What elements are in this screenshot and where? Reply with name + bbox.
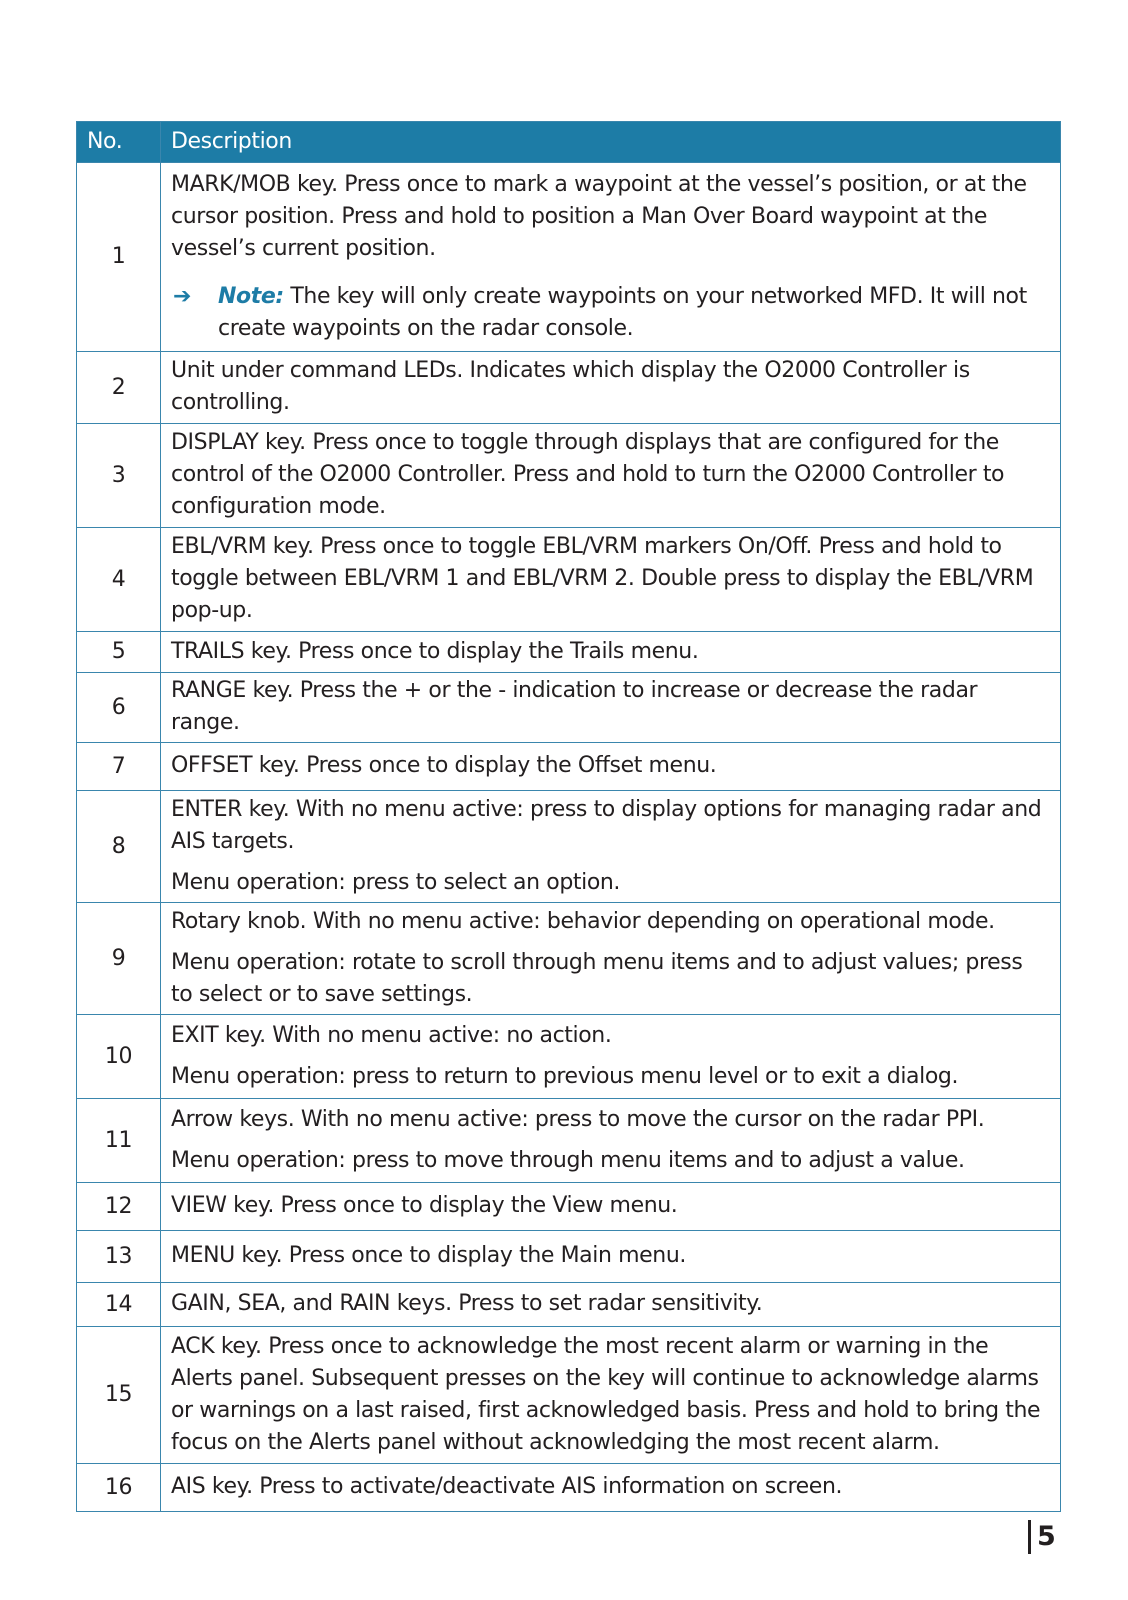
description-text: EXIT key. With no menu active: no action. — [171, 1022, 612, 1048]
description-text: Arrow keys. With no menu active: press to move the cursor on the radar PPI. — [171, 1106, 985, 1132]
description-text: DISPLAY key. Press once to toggle through displays that are configured for the control of the O2000 Controller. Press and hold to turn the O2000 Controller to configuration mode. — [171, 430, 1005, 519]
row-number: 2 — [77, 352, 161, 424]
description-text: Menu operation: press to select an option. — [171, 869, 621, 895]
row-description — [161, 1464, 1061, 1512]
description-text: TRAILS key. Press once to display the Trails menu. — [171, 638, 699, 664]
row-description — [161, 1183, 1061, 1231]
row-number: 3 — [77, 424, 161, 528]
table-body — [77, 163, 1061, 1512]
row-description — [161, 1015, 1061, 1099]
table-header-row — [77, 122, 1061, 163]
row-description — [161, 1231, 1061, 1283]
row-description — [161, 743, 1061, 791]
table-row — [77, 528, 1061, 632]
table-row — [77, 1231, 1061, 1283]
note-text: The key will only create waypoints on your networked MFD. It will not create waypoints on the radar console. — [218, 283, 1027, 341]
row-number: 9 — [77, 903, 161, 1015]
row-description — [161, 791, 1061, 903]
table-row — [77, 1015, 1061, 1099]
header-no: No. — [77, 122, 161, 163]
row-description — [161, 903, 1061, 1015]
row-description — [161, 528, 1061, 632]
table-row — [77, 424, 1061, 528]
description-text: EBL/VRM key. Press once to toggle EBL/VRM markers On/Off. Press and hold to toggle between EBL/VRM 1 and EBL/VRM 2. Double press to display the EBL/VRM pop-up. — [171, 534, 1034, 623]
row-number: 11 — [77, 1099, 161, 1183]
note-label: Note: — [218, 283, 284, 309]
header-description: Description — [161, 122, 1061, 163]
table-row — [77, 673, 1061, 743]
row-description — [161, 163, 1061, 352]
table-row — [77, 163, 1061, 352]
arrow-right-icon: ➔ — [173, 283, 192, 309]
row-description — [161, 632, 1061, 673]
description-text: Menu operation: press to return to previous menu level or to exit a dialog. — [171, 1063, 959, 1089]
description-text: OFFSET key. Press once to display the Offset menu. — [171, 753, 717, 778]
description-text: ENTER key. With no menu active: press to display options for managing radar and AIS targets. — [171, 796, 1042, 854]
table-row — [77, 743, 1061, 791]
row-number: 7 — [77, 743, 161, 791]
page-number: 5 — [1028, 1520, 1056, 1554]
row-description — [161, 1327, 1061, 1464]
row-description — [161, 1099, 1061, 1183]
description-text: Rotary knob. With no menu active: behavior depending on operational mode. — [171, 908, 995, 934]
row-number: 13 — [77, 1231, 161, 1283]
note — [171, 281, 1050, 345]
row-number: 16 — [77, 1464, 161, 1512]
row-number: 8 — [77, 791, 161, 903]
row-number: 10 — [77, 1015, 161, 1099]
description-text: MARK/MOB key. Press once to mark a waypoint at the vessel’s position, or at the cursor position. Press and hold to position a Man Over Board waypoint at the vessel’s current position. — [171, 171, 1027, 261]
row-description — [161, 1283, 1061, 1327]
table-row — [77, 632, 1061, 673]
note-body — [218, 281, 1050, 345]
row-number: 15 — [77, 1327, 161, 1464]
description-text: Menu operation: rotate to scroll through menu items and to adjust values; press to select or to save settings. — [171, 949, 1023, 1007]
description-text: AIS key. Press to activate/deactivate AIS information on screen. — [171, 1474, 843, 1499]
table-row — [77, 352, 1061, 424]
row-description — [161, 673, 1061, 743]
table-row — [77, 1099, 1061, 1183]
description-text: MENU key. Press once to display the Main menu. — [171, 1243, 686, 1268]
table-row — [77, 1327, 1061, 1464]
description-text: Unit under command LEDs. Indicates which display the O2000 Controller is controlling. — [171, 358, 970, 415]
key-description-table — [76, 121, 1061, 1512]
row-number: 5 — [77, 632, 161, 673]
row-description — [161, 352, 1061, 424]
row-description — [161, 424, 1061, 528]
description-text: ACK key. Press once to acknowledge the most recent alarm or warning in the Alerts panel. Subsequent presses on the key will continue to acknowledge alarms or warnings on a last raised, first acknowledged basis. Press and hold to bring the focus on the Alerts panel without acknowledging the most recent alarm. — [171, 1333, 1041, 1455]
row-number: 1 — [77, 163, 161, 352]
row-number: 14 — [77, 1283, 161, 1327]
description-text: RANGE key. Press the + or the - indication to increase or decrease the radar range. — [171, 678, 978, 735]
table-row — [77, 1464, 1061, 1512]
row-number: 6 — [77, 673, 161, 743]
description-text: GAIN, SEA, and RAIN keys. Press to set radar sensitivity. — [171, 1291, 763, 1316]
description-text: VIEW key. Press once to display the View menu. — [171, 1193, 678, 1218]
description-text: Menu operation: press to move through menu items and to adjust a value. — [171, 1147, 965, 1173]
table-row — [77, 791, 1061, 903]
row-number: 12 — [77, 1183, 161, 1231]
table-row — [77, 1183, 1061, 1231]
table-row — [77, 903, 1061, 1015]
row-number: 4 — [77, 528, 161, 632]
table-row — [77, 1283, 1061, 1327]
